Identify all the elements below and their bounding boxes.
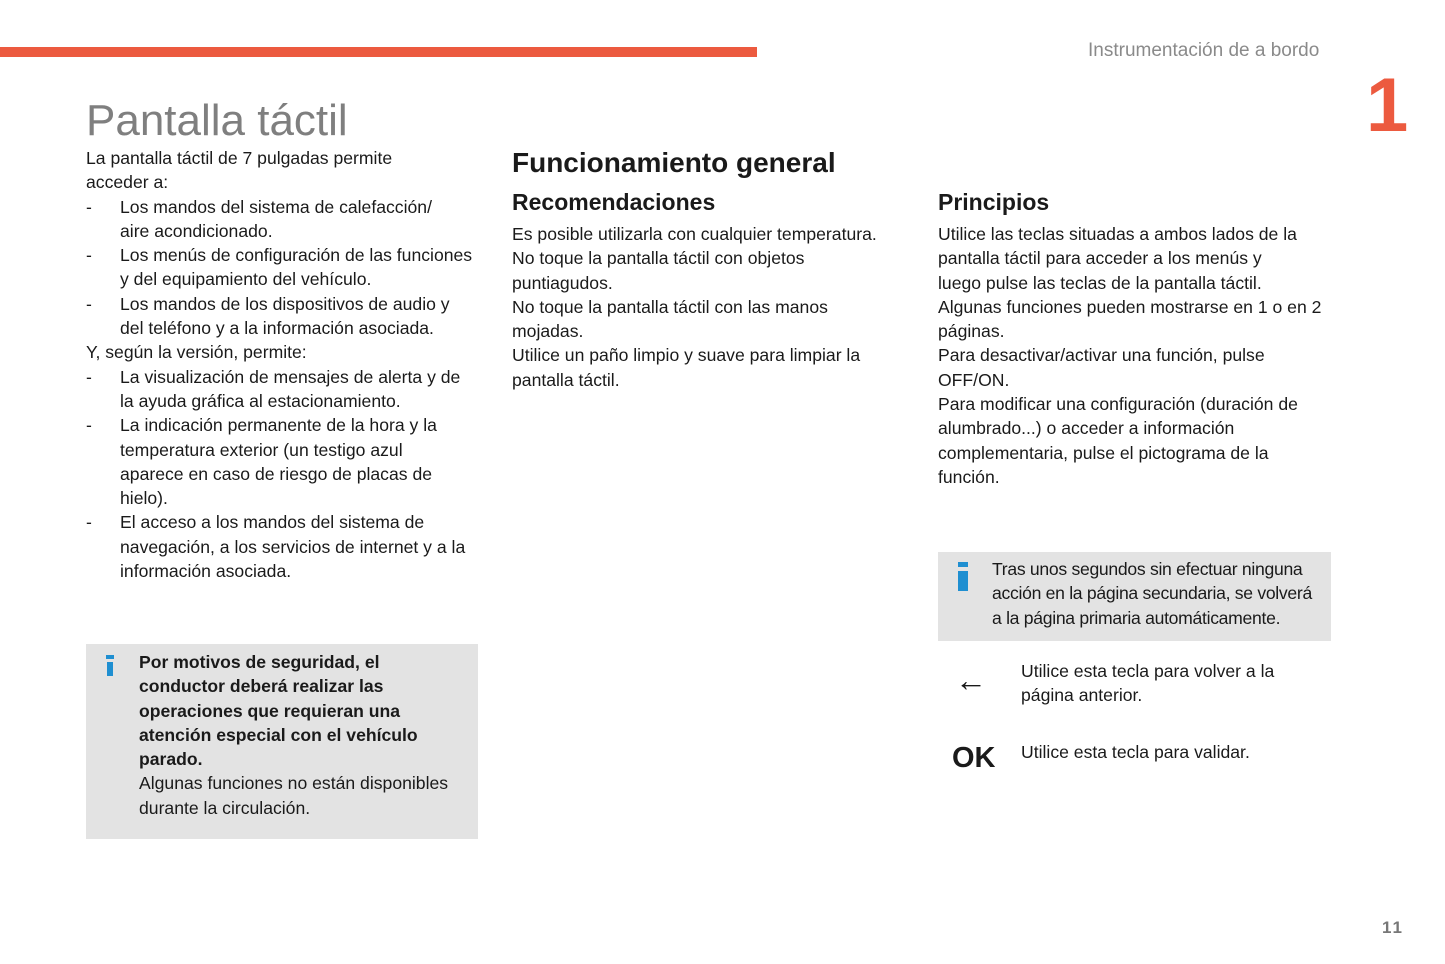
back-key-text: Utilice esta tecla para volver a la página anterior. <box>1021 661 1275 706</box>
paragraph: No toque la pantalla táctil con las manos mojadas. <box>512 296 828 342</box>
safety-note <box>86 644 478 839</box>
recommendations-heading: Recomendaciones <box>512 189 716 215</box>
list-item: - Los mandos del sistema de calefacción/ aire acondicionado. <box>86 196 432 241</box>
back-arrow-icon: ← <box>955 662 987 698</box>
intro-column <box>86 146 481 583</box>
principles-heading: Principios <box>938 189 1050 215</box>
safety-bold: Por motivos de seguridad, el conductor deberá realizar las operaciones que requieran una atención especial con el vehículo parado. <box>139 652 418 770</box>
general-heading: Funcionamiento general <box>512 147 836 178</box>
principles <box>938 222 1333 489</box>
chapter-number: 1 <box>1366 63 1409 148</box>
version-text: Y, según la versión, permite: <box>86 342 307 363</box>
paragraph: Utilice las teclas situadas a ambos lados de la pantalla táctil para acceder a los menús y luego pulse las teclas de la pantalla táctil. <box>938 224 1297 293</box>
list-item: - Los menús de configuración de las funciones y del equipamiento del vehículo. <box>86 245 473 290</box>
paragraph: Es posible utilizarla con cualquier temperatura. <box>512 224 877 244</box>
page-title: Pantalla táctil <box>86 96 348 145</box>
safety-normal: Algunas funciones no están disponibles durante la circulación. <box>139 773 449 818</box>
page-number: 11 <box>1382 918 1404 937</box>
info-icon <box>106 655 114 659</box>
auto-return-note <box>938 552 1331 641</box>
list-item: - El acceso a los mandos del sistema de navegación, a los servicios de internet y a la información asociada. <box>86 512 466 582</box>
list-item: - La indicación permanente de la hora y la temperatura exterior (un testigo azul aparece en caso de riesgo de placas de hielo). <box>86 415 437 509</box>
intro-text: La pantalla táctil de 7 pulgadas permite acceder a: <box>86 148 393 193</box>
paragraph: No toque la pantalla táctil con objetos puntiagudos. <box>512 248 805 293</box>
info-icon <box>958 562 968 567</box>
paragraph: Algunas funciones pueden mostrarse en 1 o en 2 páginas. <box>938 296 1322 342</box>
note-text: Tras unos segundos sin efectuar ninguna acción en la página secundaria, se volverá a la página primaria automáticamente. <box>992 559 1312 628</box>
info-icon-stem <box>107 662 113 676</box>
info-icon-stem <box>958 571 968 591</box>
section-title: Instrumentación de a bordo <box>1088 40 1320 61</box>
paragraph: Para modificar una configuración (duración de alumbrado...) o acceder a información complementaria, pulse el pictograma de la función. <box>938 394 1298 487</box>
list-item: - Los mandos de los dispositivos de audio y del teléfono y a la información asociada. <box>86 293 450 339</box>
header-accent-bar <box>0 47 757 57</box>
paragraph: Para desactivar/activar una función, pulse OFF/ON. <box>938 345 1265 390</box>
recommendations <box>512 222 907 392</box>
list-item: - La visualización de mensajes de alerta y de la ayuda gráfica al estacionamiento. <box>86 366 461 411</box>
ok-icon: OK <box>952 742 996 774</box>
ok-key-text: Utilice esta tecla para validar. <box>1021 742 1250 762</box>
paragraph: Utilice un paño limpio y suave para limpiar la pantalla táctil. <box>512 345 861 390</box>
